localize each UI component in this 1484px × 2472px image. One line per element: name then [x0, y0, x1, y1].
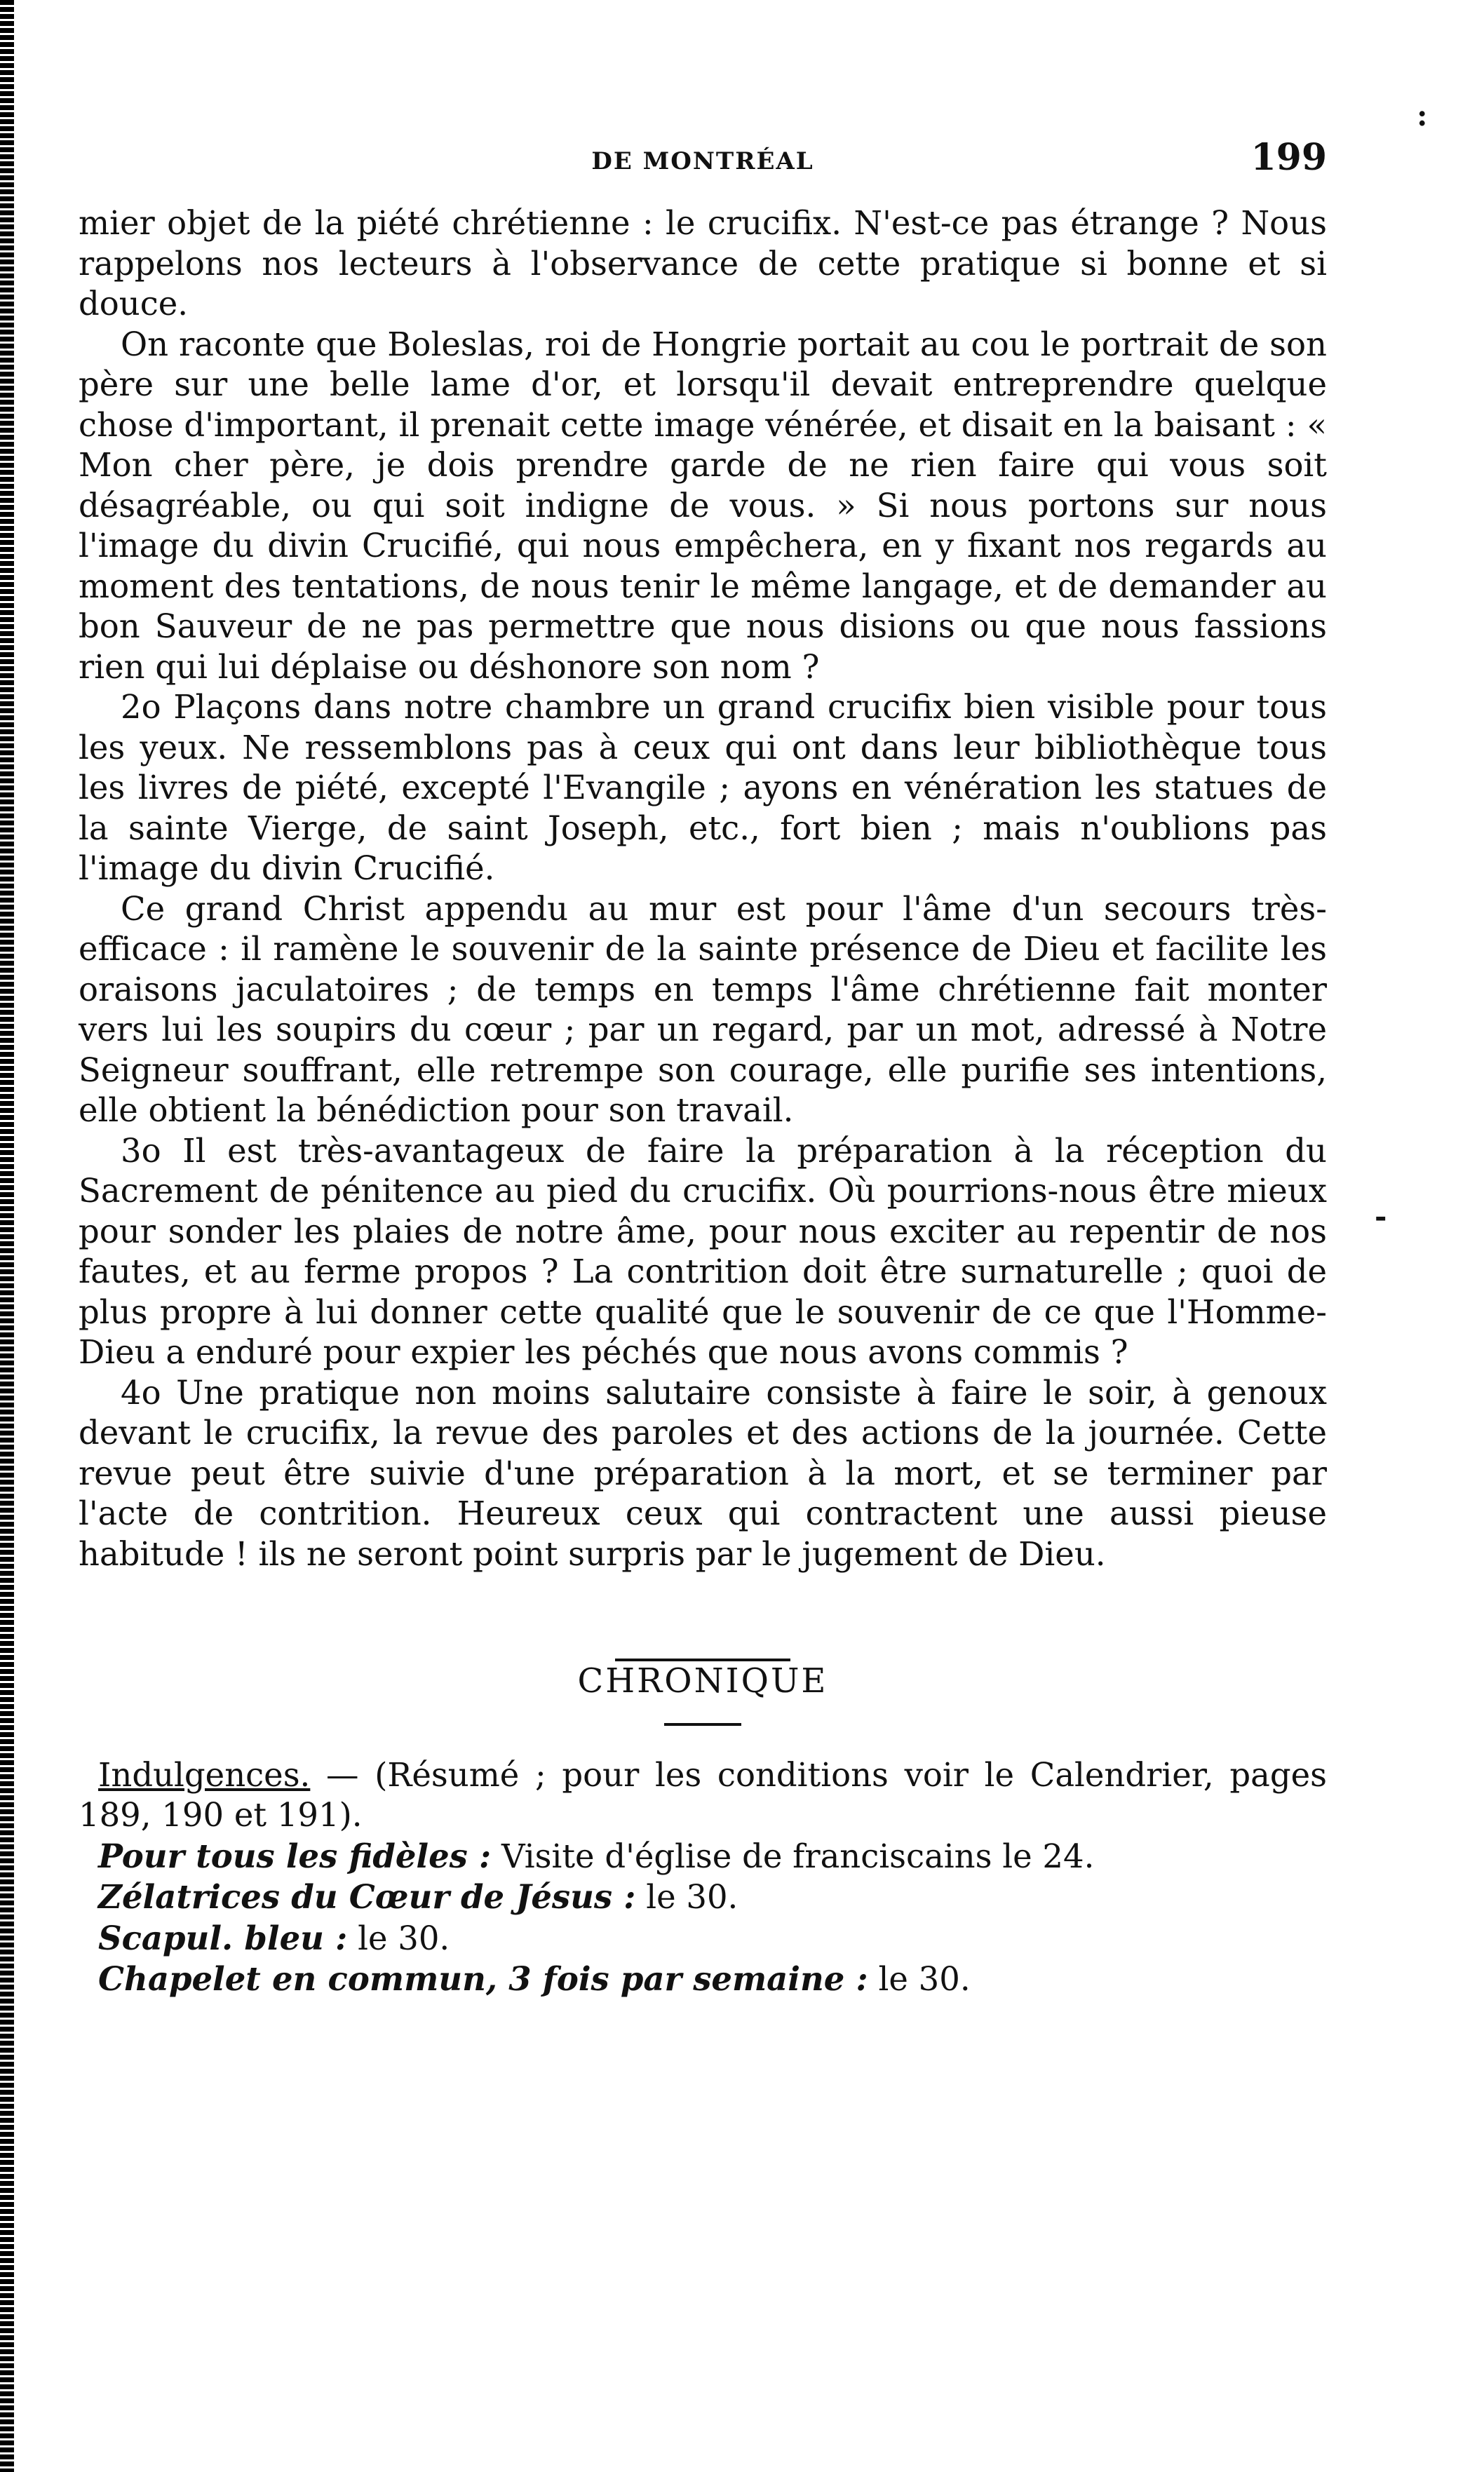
indulgences-intro [79, 1755, 1327, 1836]
indulgence-detail: Visite d'église de franciscains le 24. [491, 1837, 1095, 1875]
indulgence-label: Scapul. bleu : [98, 1918, 348, 1957]
paragraph: Ce grand Christ appendu au mur est pour l'âme d'un secours très-efficace : il ramène le souvenir de la sainte présence de Dieu et facilite les oraisons jaculatoires ; de temps en temps l'âme chrétienne fait monter vers lui les soupirs du cœur ; par un regard, par un mot, adressé à Notre Seigneur souffrant, elle retrempe son courage, elle purifie ses intentions, elle obtient la bénédiction pour son travail. [79, 889, 1327, 1129]
indulgence-item [79, 1836, 1327, 1877]
scan-left-edge [0, 0, 14, 2472]
page-number: 199 [1250, 136, 1327, 179]
section-title: CHRONIQUE [577, 1661, 828, 1701]
chronique-section [79, 1755, 1327, 2000]
indulgence-item [79, 1877, 1327, 1918]
paragraph: 4o Une pratique non moins salutaire consiste à faire le soir, à genoux devant le crucifix, la revue des paroles et des actions de la journée. Cette revue peut être suivie d'une préparation à la mort, et se terminer par l'acte de contrition. Heureux ceux qui contractent une aussi pieuse habitude ! ils ne seront point surpris par le jugement de Dieu. [79, 1373, 1327, 1573]
paragraph: 3o Il est très-avantageux de faire la préparation à la réception du Sacrement de pénitence au pied du crucifix. Où pourrions-nous être mieux pour sonder les plaies de notre âme, pour nous exciter au repentir de nos fautes, et au ferme propos ? La contrition doit être surnaturelle ; quoi de plus propre à lui donner cette qualité que le souvenir de ce que l'Homme-Dieu a enduré pour expier les péchés que nous avons commis ? [79, 1131, 1327, 1371]
paragraph: On raconte que Boleslas, roi de Hongrie portait au cou le portrait de son père sur une belle lame d'or, et lorsqu'il devait entreprendre quelque chose d'important, il prenait cette image vénérée, et disait en la baisant : « Mon cher père, je dois prendre garde de ne rien faire qui vous soit désagréable, ou qui soit indigne de vous. » Si nous portons sur nous l'image du divin Crucifié, qui nous empêchera, en y fixant nos regards au moment des tentations, de nous tenir le même langage, et de demander au bon Sauveur de ne pas permettre que nous disions ou que nous fassions rien qui lui déplaise ou déshonore son nom ? [79, 325, 1327, 686]
book-page [79, 0, 1327, 2472]
indulgence-item [79, 1918, 1327, 1959]
page-header [79, 136, 1327, 182]
indulgence-label: Zélatrices du Cœur de Jésus : [98, 1877, 636, 1916]
paragraph: mier objet de la piété chrétienne : le crucifix. N'est-ce pas étrange ? Nous rappelons nos lecteurs à l'observance de cette pratique si bonne et si douce. [79, 204, 1327, 323]
indulgences-heading: Indulgences. [98, 1755, 311, 1794]
title-rule [664, 1723, 741, 1726]
paragraph: 2o Plaçons dans notre chambre un grand crucifix bien visible pour tous les yeux. Ne ressemblons pas à ceux qui ont dans leur bibliothèque tous les livres de piété, excepté l'Evangile ; ayons en vénération les statues de la sainte Vierge, de saint Joseph, etc., fort bien ; mais n'oublions pas l'image du divin Crucifié. [79, 688, 1327, 887]
indulgence-label: Pour tous les fidèles : [98, 1836, 492, 1875]
indulgence-detail: le 30. [868, 1960, 971, 1998]
page-body [79, 203, 1327, 2000]
margin-mark-top: : [1417, 98, 1428, 133]
indulgence-label: Chapelet en commun, 3 fois par semaine : [98, 1959, 868, 1998]
margin-mark-middle: - [1375, 1199, 1387, 1234]
indulgences-note: — (Résumé ; pour les conditions voir le Calendrier, pages 189, 190 et 191). [79, 1755, 1327, 1834]
indulgence-detail: le 30. [635, 1878, 738, 1916]
indulgence-detail: le 30. [347, 1919, 450, 1957]
indulgence-item [79, 1959, 1327, 2000]
running-head: DE MONTRÉAL [591, 147, 814, 175]
